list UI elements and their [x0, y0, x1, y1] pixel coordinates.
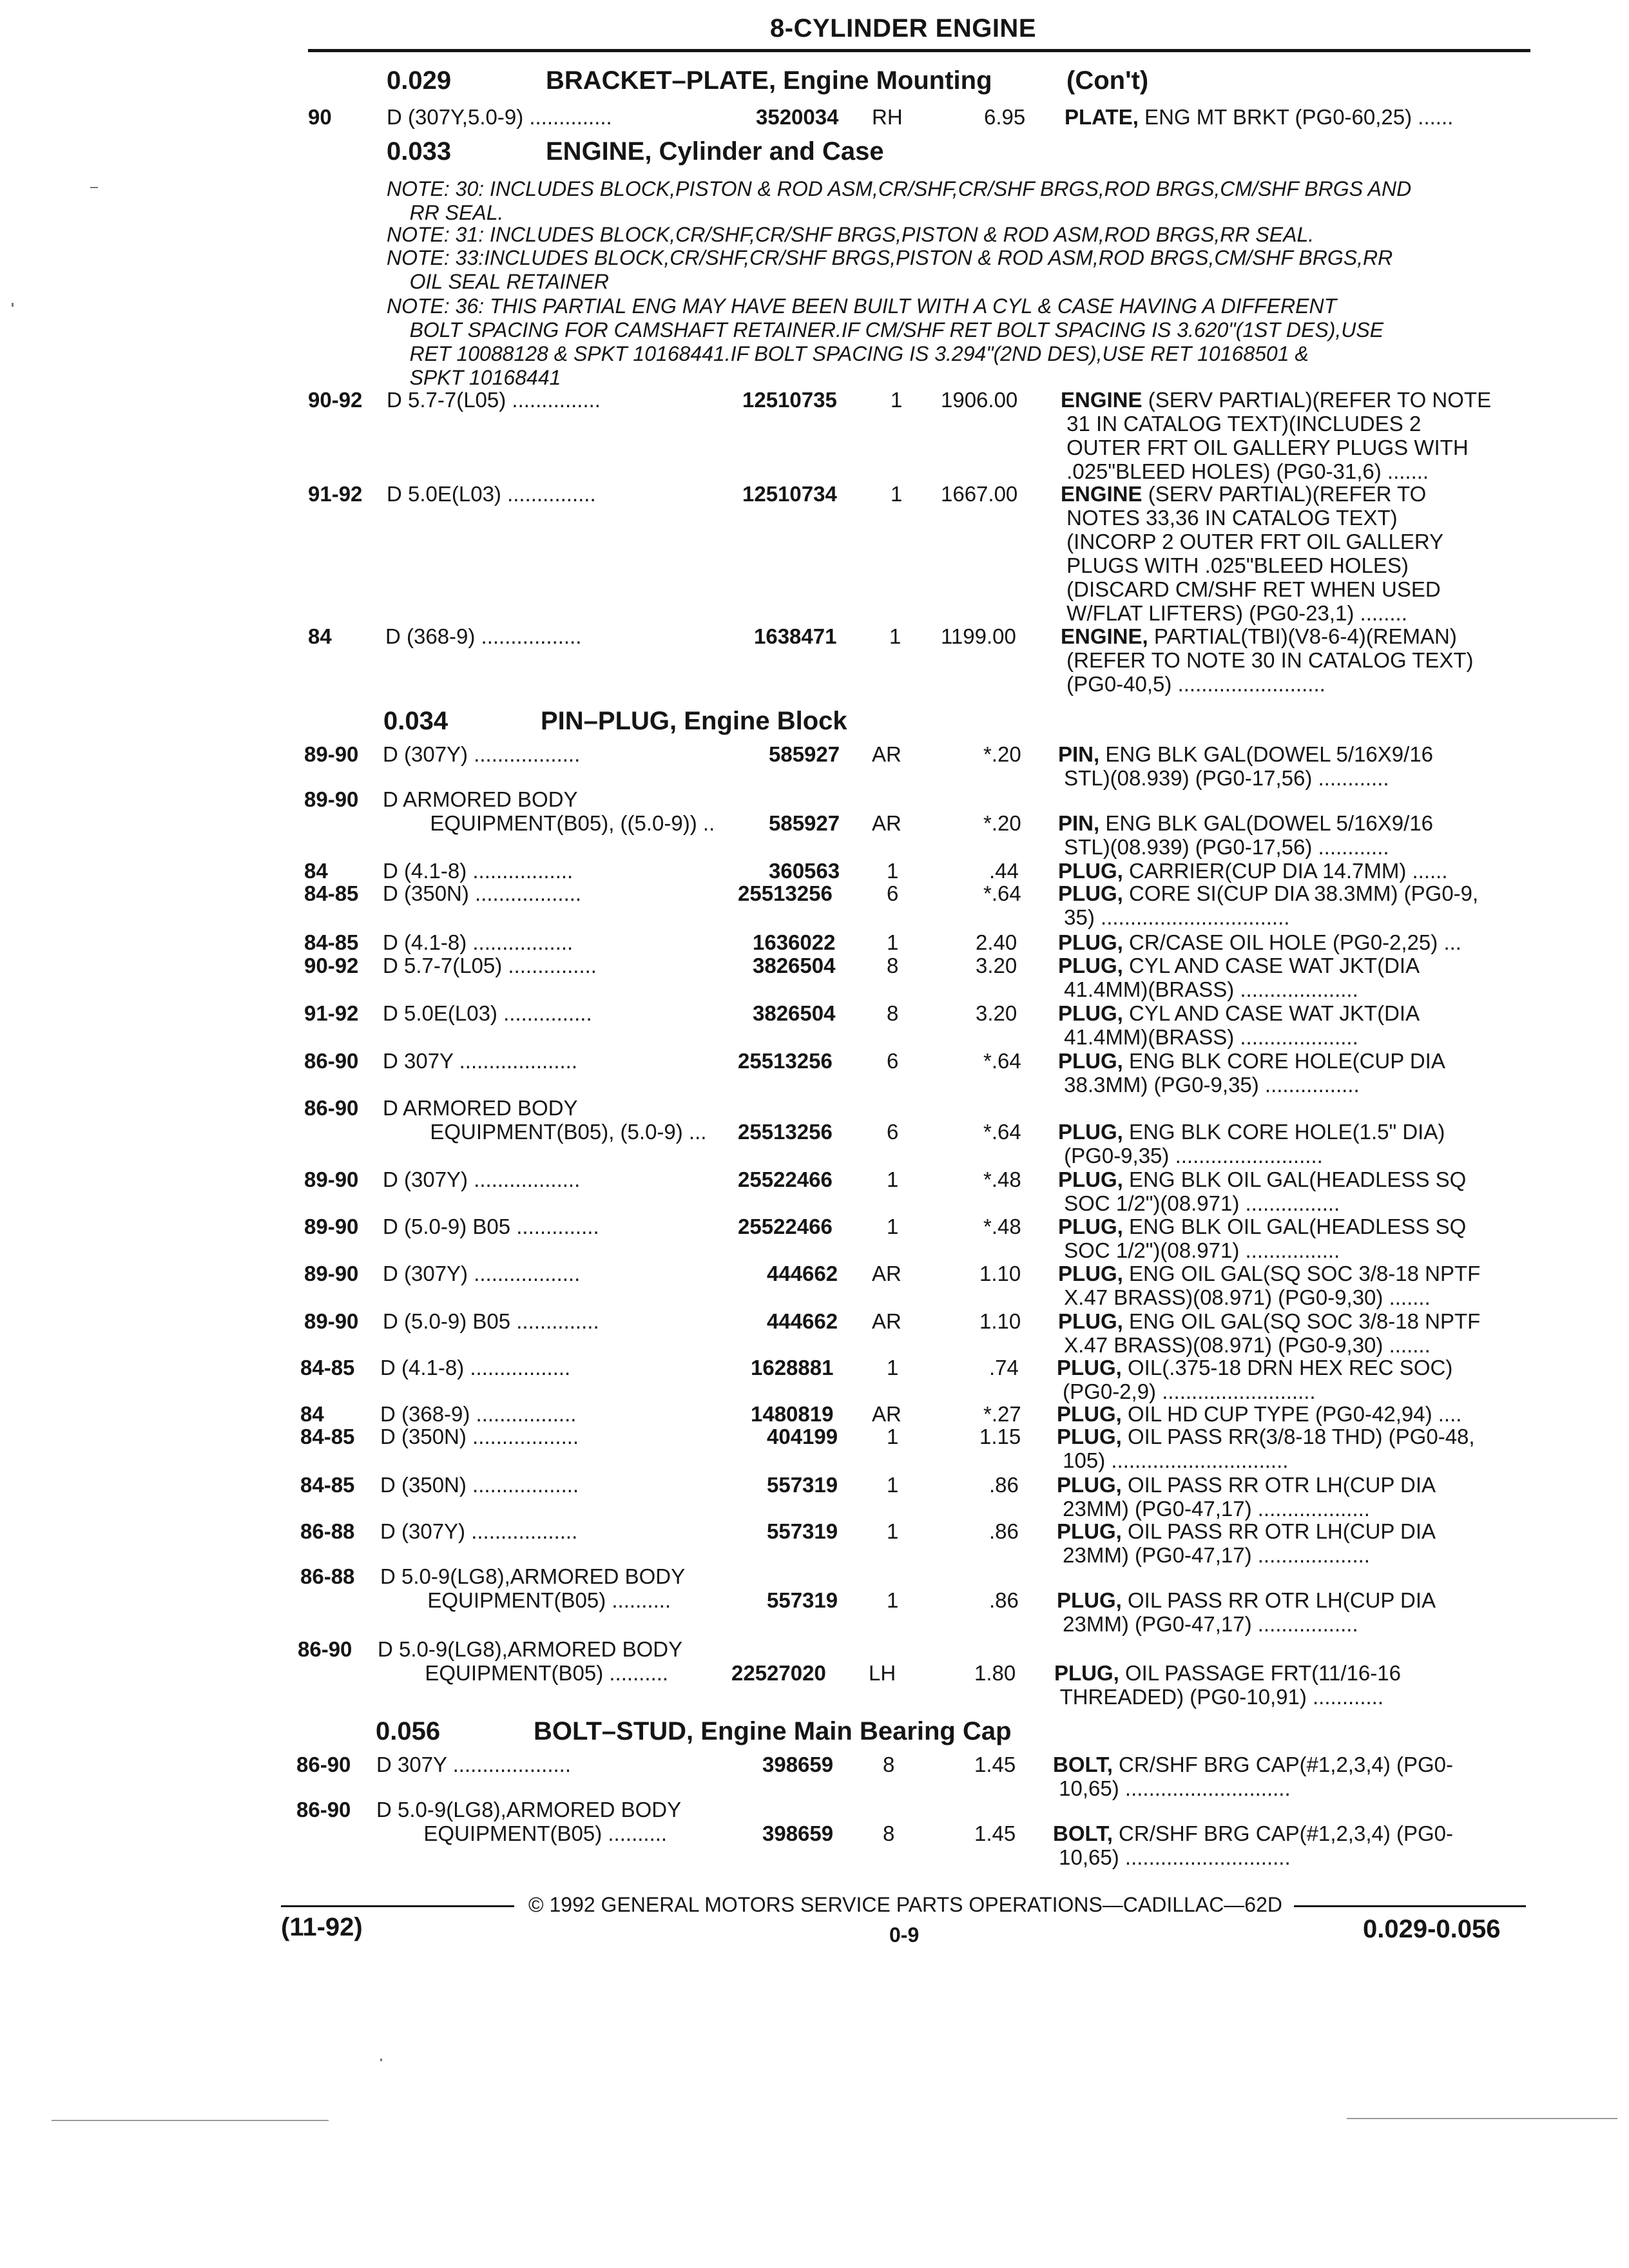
part-name: PLUG,	[1058, 881, 1123, 905]
scan-line-artifact	[1347, 2118, 1617, 2119]
section-number: 0.034	[383, 707, 448, 735]
table-row	[0, 1096, 1629, 1168]
part-description	[1058, 1309, 1480, 1357]
model-description: D (307Y) ..................	[380, 1519, 578, 1543]
price: 1.10	[979, 1262, 1021, 1285]
table-row	[0, 1001, 1629, 1049]
part-detail: OIL(.375-18 DRN HEX REC SOC) (PG0-2,9) ..........................	[1063, 1356, 1453, 1403]
table-row	[0, 624, 1629, 696]
price: .44	[989, 859, 1019, 883]
section-number: 0.033	[387, 137, 452, 166]
model-description: D (5.0-9) B05 ..............	[383, 1215, 599, 1238]
part-description	[1061, 624, 1474, 696]
year-range: 84	[300, 1402, 324, 1426]
part-description	[1053, 1753, 1453, 1800]
part-name: ENGINE	[1061, 482, 1142, 506]
part-name: PLUG,	[1057, 1519, 1122, 1543]
price: *.48	[983, 1168, 1021, 1191]
part-detail: (SERV PARTIAL)(REFER TO NOTES 33,36 IN CATALOG TEXT) (INCORP 2 OUTER FRT OIL GALLERY PLUGS WITH .025"BLEED HOLES) (DISCARD CM/SHF RET WHEN USED W/FLAT LIFTERS) (PG0-23,1) ........	[1066, 482, 1444, 625]
part-detail: ENG BLK CORE HOLE(1.5" DIA) (PG0-9,35) .........................	[1064, 1120, 1445, 1168]
year-range: 90-92	[304, 954, 359, 977]
part-name: BOLT,	[1053, 1753, 1113, 1776]
section-title: BOLT–STUD, Engine Main Bearing Cap	[534, 1717, 1012, 1745]
model-description: D 5.7-7(L05) ...............	[387, 388, 601, 412]
model-description: D 5.0-9(LG8),ARMORED BODY EQUIPMENT(B05) ..........	[378, 1637, 683, 1685]
part-description	[1058, 881, 1478, 929]
year-range: 89-90	[304, 1168, 359, 1191]
part-description	[1058, 954, 1420, 1001]
part-name: PLUG,	[1057, 1425, 1122, 1448]
part-name: PLUG,	[1058, 1168, 1123, 1191]
quantity: AR	[872, 742, 901, 766]
year-range: 89-90	[304, 1309, 359, 1333]
quantity: 6	[887, 1049, 899, 1073]
quantity: LH	[869, 1661, 896, 1685]
part-name: PLUG,	[1054, 1661, 1119, 1685]
model-description: D (307Y,5.0-9) ..............	[387, 105, 612, 129]
table-row	[0, 105, 1629, 131]
part-name: PLUG,	[1058, 1049, 1123, 1073]
part-detail: CR/SHF BRG CAP(#1,2,3,4) (PG0- 10,65) ............................	[1059, 1753, 1454, 1800]
part-number: 444662	[767, 1262, 838, 1285]
part-detail: ENG BLK GAL(DOWEL 5/16X9/16 STL)(08.939) (PG0-17,56) ............	[1064, 742, 1434, 790]
part-number: 25513256	[738, 881, 833, 905]
quantity: 1	[891, 482, 903, 506]
model-description: D 5.0-9(LG8),ARMORED BODY EQUIPMENT(B05) ..........	[376, 1798, 682, 1845]
year-range: 89-90	[304, 1262, 359, 1285]
model-description: D (350N) ..................	[380, 1425, 579, 1448]
quantity: 1	[887, 1588, 899, 1612]
part-name: PIN,	[1058, 742, 1100, 766]
section-number: 0.056	[376, 1717, 441, 1745]
part-number: 585927	[769, 742, 840, 766]
quantity: AR	[872, 811, 901, 835]
part-detail: CR/SHF BRG CAP(#1,2,3,4) (PG0- 10,65) ............................	[1059, 1821, 1454, 1869]
model-description: D (5.0-9) B05 ..............	[383, 1309, 599, 1333]
catalog-note: NOTE: 36: THIS PARTIAL ENG MAY HAVE BEEN BUILT WITH A CYL & CASE HAVING A DIFFERENT BOLT SPACING FOR CAMSHAFT RETAINER.IF CM/SHF RET BOLT SPACING IS 3.620"(1ST DES),USE RET 10088128 & SPKT 10168441.IF BOLT SPACING IS 3.294"(2ND DES),USE RET 10168501 & SPKT 10168441	[387, 294, 1384, 389]
part-detail: OIL HD CUP TYPE (PG0-42,94) ....	[1121, 1402, 1462, 1426]
section-continued: (Con't)	[1066, 66, 1149, 95]
part-number: 1636022	[753, 930, 836, 954]
part-name: PLUG,	[1057, 1588, 1122, 1612]
year-range: 84-85	[304, 881, 359, 905]
part-description	[1061, 482, 1443, 625]
year-range: 84-85	[304, 930, 359, 954]
part-name: PLUG,	[1058, 859, 1123, 883]
part-description	[1058, 1262, 1480, 1309]
part-description	[1053, 1821, 1453, 1869]
part-detail: CYL AND CASE WAT JKT(DIA 41.4MM)(BRASS) ....................	[1064, 1001, 1420, 1049]
section-title: PIN–PLUG, Engine Block	[541, 707, 847, 735]
quantity: 1	[887, 1356, 899, 1379]
part-name: PLUG,	[1057, 1356, 1122, 1379]
table-row	[0, 388, 1629, 483]
price: .74	[989, 1356, 1019, 1379]
part-number: 444662	[767, 1309, 838, 1333]
model-description: D (350N) ..................	[380, 1473, 579, 1497]
table-row	[0, 742, 1629, 790]
part-detail: ENG BLK OIL GAL(HEADLESS SQ SOC 1/2")(08.971) ................	[1064, 1215, 1467, 1262]
part-number: 25522466	[738, 1215, 833, 1238]
part-detail: ENG BLK GAL(DOWEL 5/16X9/16 STL)(08.939) (PG0-17,56) ............	[1064, 811, 1434, 859]
table-row	[0, 1262, 1629, 1309]
part-description	[1058, 1215, 1466, 1262]
part-name: PLUG,	[1058, 1309, 1123, 1333]
model-description: D ARMORED BODY EQUIPMENT(B05), ((5.0-9)) ..	[383, 787, 715, 835]
quantity: 6	[887, 1120, 899, 1144]
price: *.64	[983, 1120, 1021, 1144]
header-rule	[308, 49, 1530, 52]
quantity: 1	[891, 388, 903, 412]
year-range: 90	[308, 105, 332, 129]
part-detail: ENG OIL GAL(SQ SOC 3/8-18 NPTF X.47 BRASS)(08.971) (PG0-9,30) .......	[1064, 1309, 1481, 1357]
part-description	[1054, 1661, 1401, 1709]
quantity: 8	[883, 1821, 895, 1845]
part-name: PIN,	[1058, 811, 1100, 835]
price: .86	[989, 1519, 1019, 1543]
catalog-note: NOTE: 30: INCLUDES BLOCK,PISTON & ROD ASM,CR/SHF,CR/SHF BRGS,ROD BRGS,CM/SHF BRGS AND RR SEAL.	[387, 177, 1412, 224]
scan-speck	[12, 303, 14, 307]
quantity: 1	[887, 1473, 899, 1497]
quantity: AR	[872, 1402, 901, 1426]
part-name: ENGINE	[1061, 388, 1142, 412]
part-number: 404199	[767, 1425, 838, 1448]
quantity: 1	[887, 930, 899, 954]
table-row	[0, 930, 1629, 956]
scan-speck	[90, 187, 98, 188]
part-number: 398659	[762, 1753, 834, 1776]
part-number: 25513256	[738, 1120, 833, 1144]
table-row	[0, 1798, 1629, 1869]
part-number: 12510734	[742, 482, 837, 506]
part-number: 3826504	[753, 954, 836, 977]
year-range: 86-90	[304, 1096, 359, 1120]
price: .86	[989, 1588, 1019, 1612]
price: *.64	[983, 1049, 1021, 1073]
price: 1.80	[974, 1661, 1016, 1685]
model-description: D (4.1-8) .................	[383, 930, 574, 954]
section-title: BRACKET–PLATE, Engine Mounting	[546, 66, 992, 95]
part-number: 1480819	[751, 1402, 834, 1426]
price: *.64	[983, 881, 1021, 905]
table-row	[0, 954, 1629, 1001]
part-description	[1057, 1402, 1461, 1426]
part-number: 557319	[767, 1473, 838, 1497]
part-description	[1057, 1588, 1436, 1636]
part-detail: (SERV PARTIAL)(REFER TO NOTE 31 IN CATALOG TEXT)(INCLUDES 2 OUTER FRT OIL GALLERY PLUGS WITH .025"BLEED HOLES) (PG0-31,6) .......	[1066, 388, 1492, 483]
quantity: 1	[887, 859, 899, 883]
part-detail: OIL PASS RR OTR LH(CUP DIA 23MM) (PG0-47,17) ...................	[1063, 1473, 1436, 1521]
catalog-note: NOTE: 33:INCLUDES BLOCK,CR/SHF,CR/SHF BRGS,PISTON & ROD ASM,ROD BRGS,CM/SHF BRGS,RR OIL SEAL RETAINER	[387, 246, 1393, 293]
part-description	[1058, 930, 1461, 954]
year-range: 86-88	[300, 1564, 355, 1588]
year-range: 86-90	[298, 1637, 352, 1661]
year-range: 86-90	[304, 1049, 359, 1073]
part-name: PLUG,	[1058, 1001, 1123, 1025]
part-detail: ENG MT BRKT (PG0-60,25) ......	[1138, 105, 1454, 129]
footer-rule-left	[281, 1905, 514, 1907]
part-description	[1061, 388, 1491, 483]
table-row	[0, 1309, 1629, 1357]
part-detail: ENG BLK CORE HOLE(CUP DIA 38.3MM) (PG0-9,35) ................	[1064, 1049, 1445, 1097]
table-row	[0, 859, 1629, 885]
year-range: 91-92	[308, 482, 363, 506]
part-detail: OIL PASS RR(3/8-18 THD) (PG0-48, 105) ..............................	[1063, 1425, 1475, 1472]
part-detail: CARRIER(CUP DIA 14.7MM) ......	[1123, 859, 1448, 883]
part-number: 25522466	[738, 1168, 833, 1191]
table-row	[0, 482, 1629, 625]
part-name: PLUG,	[1057, 1402, 1122, 1426]
part-name: PLUG,	[1058, 954, 1123, 977]
quantity: 8	[883, 1753, 895, 1776]
part-name: PLUG,	[1058, 1120, 1123, 1144]
scan-line-artifact	[52, 2120, 329, 2121]
model-description: D 5.7-7(L05) ...............	[383, 954, 597, 977]
footer-rule-right	[1294, 1905, 1526, 1907]
part-number: 398659	[762, 1821, 834, 1845]
year-range: 84-85	[300, 1356, 355, 1379]
part-detail: PARTIAL(TBI)(V8-6-4)(REMAN) (REFER TO NOTE 30 IN CATALOG TEXT) (PG0-40,5) .........................	[1066, 624, 1474, 696]
model-description: D (4.1-8) .................	[383, 859, 574, 883]
year-range: 86-90	[296, 1798, 351, 1821]
price: *.48	[983, 1215, 1021, 1238]
model-description: D (368-9) .................	[380, 1402, 577, 1426]
part-detail: OIL PASS RR OTR LH(CUP DIA 23MM) (PG0-47,17) ...................	[1063, 1519, 1436, 1567]
table-row	[0, 1356, 1629, 1403]
quantity: 6	[887, 881, 899, 905]
price: *.27	[983, 1402, 1021, 1426]
part-number: 22527020	[731, 1661, 826, 1685]
part-name: PLUG,	[1058, 930, 1123, 954]
part-number: 1628881	[751, 1356, 834, 1379]
price: .86	[989, 1473, 1019, 1497]
group-range: 0.029-0.056	[1363, 1915, 1501, 1943]
part-detail: ENG BLK OIL GAL(HEADLESS SQ SOC 1/2")(08.971) ................	[1064, 1168, 1467, 1215]
price: 1.10	[979, 1309, 1021, 1333]
quantity: AR	[872, 1262, 901, 1285]
part-description	[1057, 1519, 1436, 1567]
quantity: RH	[872, 105, 903, 129]
year-range: 84	[304, 859, 328, 883]
year-range: 86-90	[296, 1753, 351, 1776]
table-row	[0, 1564, 1629, 1636]
part-detail: CORE SI(CUP DIA 38.3MM) (PG0-9, 35) ................................	[1064, 881, 1479, 929]
part-number: 25513256	[738, 1049, 833, 1073]
price: 2.40	[976, 930, 1017, 954]
price: 1906.00	[941, 388, 1018, 412]
part-number: 3520034	[756, 105, 839, 129]
part-number: 12510735	[742, 388, 837, 412]
price: 1667.00	[941, 482, 1018, 506]
quantity: 1	[887, 1425, 899, 1448]
part-number: 557319	[767, 1519, 838, 1543]
model-description: D (307Y) ..................	[383, 1168, 581, 1191]
catalog-note: NOTE: 31: INCLUDES BLOCK,CR/SHF,CR/SHF BRGS,PISTON & ROD ASM,ROD BRGS,RR SEAL.	[387, 223, 1315, 246]
part-detail: CYL AND CASE WAT JKT(DIA 41.4MM)(BRASS) ....................	[1064, 954, 1420, 1001]
table-row	[0, 881, 1629, 929]
part-name: PLUG,	[1058, 1262, 1123, 1285]
price: 1.45	[974, 1821, 1016, 1845]
part-number: 3826504	[753, 1001, 836, 1025]
part-name: PLUG,	[1058, 1215, 1123, 1238]
part-number: 1638471	[754, 624, 837, 648]
part-name: BOLT,	[1053, 1821, 1113, 1845]
price: 3.20	[976, 1001, 1017, 1025]
part-description	[1058, 1001, 1420, 1049]
model-description: D 5.0E(L03) ...............	[387, 482, 596, 506]
price: 3.20	[976, 954, 1017, 977]
year-range: 89-90	[304, 787, 359, 811]
table-row	[0, 1425, 1629, 1472]
part-name: PLUG,	[1057, 1473, 1122, 1497]
price: 6.95	[984, 105, 1026, 129]
quantity: 1	[887, 1215, 899, 1238]
table-row	[0, 787, 1629, 859]
part-name: PLATE,	[1065, 105, 1139, 129]
year-range: 89-90	[304, 742, 359, 766]
quantity: 8	[887, 954, 899, 977]
price: *.20	[983, 811, 1021, 835]
model-description: D 307Y ....................	[383, 1049, 578, 1073]
part-description	[1065, 105, 1453, 129]
part-number: 585927	[769, 811, 840, 835]
price: *.20	[983, 742, 1021, 766]
model-description: D 5.0E(L03) ...............	[383, 1001, 592, 1025]
model-description: D (4.1-8) .................	[380, 1356, 571, 1379]
quantity: 1	[889, 624, 901, 648]
part-description	[1057, 1473, 1436, 1521]
price: 1.45	[974, 1753, 1016, 1776]
table-row	[0, 1519, 1629, 1567]
table-row	[0, 1168, 1629, 1215]
page-header-title: 8-CYLINDER ENGINE	[770, 14, 1036, 43]
part-description	[1058, 859, 1448, 883]
table-row	[0, 1637, 1629, 1709]
section-number: 0.029	[387, 66, 452, 95]
year-range: 84-85	[300, 1425, 355, 1448]
model-description: D (368-9) .................	[385, 624, 582, 648]
part-detail: OIL PASS RR OTR LH(CUP DIA 23MM) (PG0-47,17) .................	[1063, 1588, 1436, 1636]
table-row	[0, 1753, 1629, 1800]
quantity: 1	[887, 1168, 899, 1191]
model-description: D 5.0-9(LG8),ARMORED BODY EQUIPMENT(B05) ..........	[380, 1564, 686, 1612]
model-description: D (307Y) ..................	[383, 742, 581, 766]
model-description: D 307Y ....................	[376, 1753, 572, 1776]
table-row	[0, 1402, 1629, 1428]
part-description	[1058, 811, 1433, 859]
table-row	[0, 1215, 1629, 1262]
year-range: 90-92	[308, 388, 363, 412]
part-description	[1058, 1120, 1445, 1168]
year-range: 84	[308, 624, 332, 648]
year-range: 91-92	[304, 1001, 359, 1025]
scan-speck	[380, 2059, 382, 2061]
model-description: D (350N) ..................	[383, 881, 582, 905]
part-number: 360563	[769, 859, 840, 883]
page-number: 0-9	[889, 1923, 920, 1946]
year-range: 89-90	[304, 1215, 359, 1238]
year-range: 86-88	[300, 1519, 355, 1543]
model-description: D (307Y) ..................	[383, 1262, 581, 1285]
part-number: 557319	[767, 1588, 838, 1612]
revision-date: (11-92)	[281, 1913, 363, 1941]
part-description	[1058, 1168, 1466, 1215]
part-detail: ENG OIL GAL(SQ SOC 3/8-18 NPTF X.47 BRASS)(08.971) (PG0-9,30) .......	[1064, 1262, 1481, 1309]
part-detail: CR/CASE OIL HOLE (PG0-2,25) ...	[1123, 930, 1461, 954]
quantity: AR	[872, 1309, 901, 1333]
quantity: 1	[887, 1519, 899, 1543]
price: 1.15	[979, 1425, 1021, 1448]
part-description	[1057, 1356, 1452, 1403]
copyright-line: © 1992 GENERAL MOTORS SERVICE PARTS OPERATIONS—CADILLAC—62D	[528, 1893, 1282, 1916]
year-range: 84-85	[300, 1473, 355, 1497]
part-detail: OIL PASSAGE FRT(11/16-16 THREADED) (PG0-10,91) ............	[1059, 1661, 1401, 1709]
section-title: ENGINE, Cylinder and Case	[546, 137, 884, 166]
part-name: ENGINE,	[1061, 624, 1148, 648]
table-row	[0, 1049, 1629, 1097]
price: 1199.00	[941, 624, 1016, 648]
part-description	[1058, 1049, 1445, 1097]
part-description	[1058, 742, 1433, 790]
part-description	[1057, 1425, 1475, 1472]
quantity: 8	[887, 1001, 899, 1025]
table-row	[0, 1473, 1629, 1521]
model-description: D ARMORED BODY EQUIPMENT(B05), (5.0-9) ...	[383, 1096, 707, 1144]
